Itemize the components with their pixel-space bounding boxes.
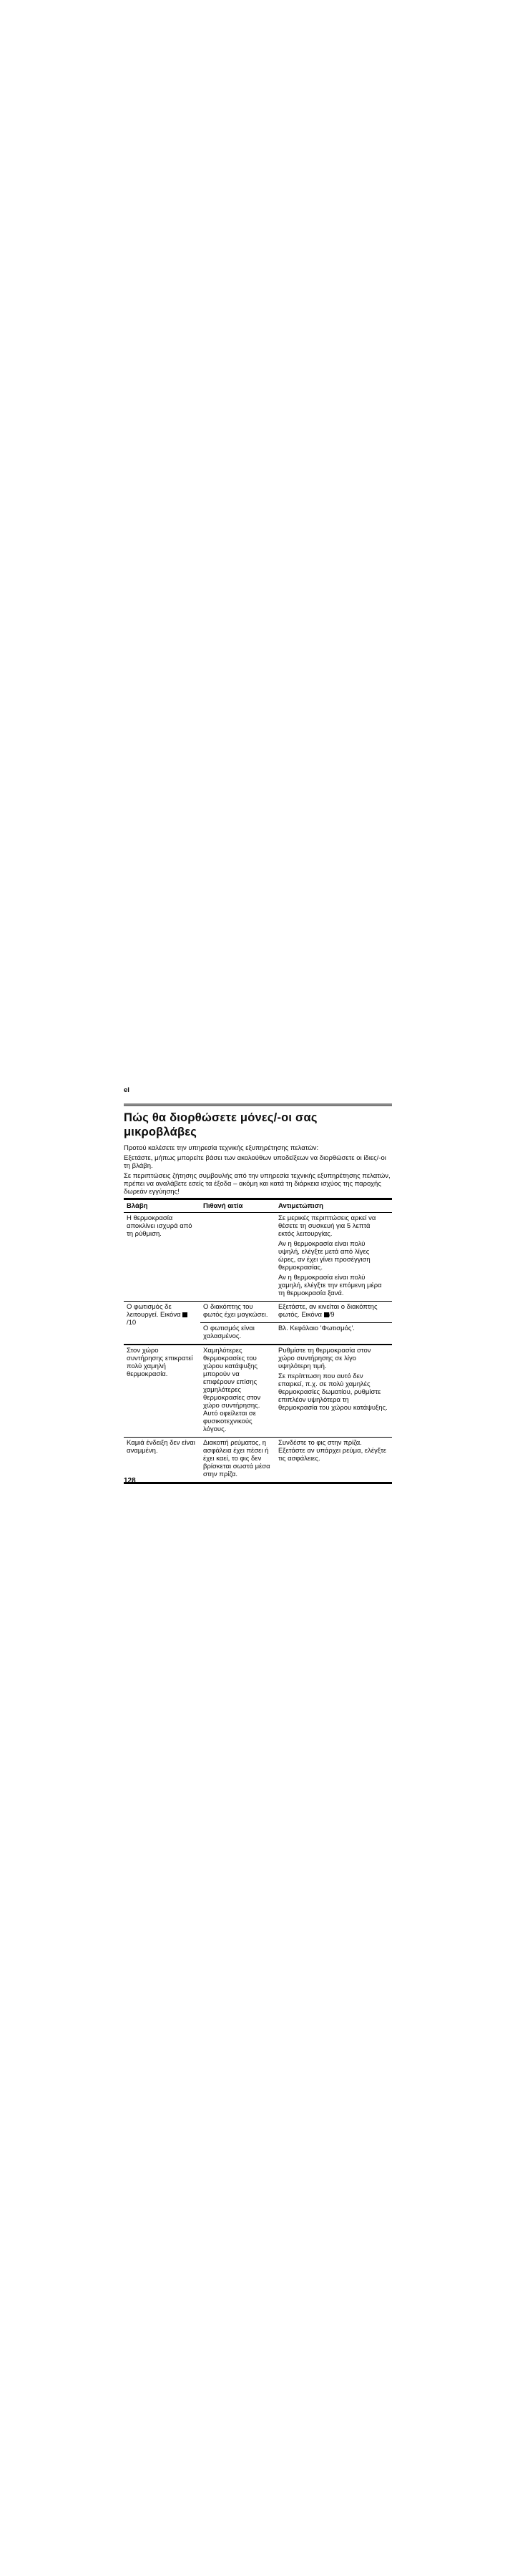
fault-cell (124, 1302, 200, 1344)
figure-ref-icon (324, 1312, 329, 1317)
page-number: 128 (124, 1477, 136, 1485)
fault-text: Ο φωτισμός δε λειτουργεί. Εικόνα (127, 1303, 183, 1319)
language-code: el (124, 1086, 129, 1094)
table-sub-row (200, 1302, 392, 1322)
page-title: Πώς θα διορθώσετε μόνες/-οι σας μικροβλάβες (124, 1111, 318, 1138)
cause-cell: Διακοπή ρεύματος, η ασφάλεια έχει πέσει ή έχει καεί, το φις δεν βρίσκεται σωστά μέσα στην πρίζα. (203, 1439, 270, 1478)
remedy-paragraph: Ρυθμίστε τη θερμοκρασία στον χώρο συντήρησης σε λίγο υψηλότερη τιμή. (278, 1347, 371, 1370)
sub-rows (200, 1302, 392, 1344)
remedy-paragraph: Σε περίπτωση που αυτό δεν επαρκεί, π.χ. σε πολύ χαμηλές θερμοκρασίες δωματίου, ρυθμίστε επιπλέον υψηλότερα τη θερμοκρασία του χώρου κατάψυξης. (278, 1372, 388, 1412)
cause-cell (200, 1213, 275, 1301)
intro-paragraph: Εξετάστε, μήπως μπορείτε βάσει των ακολούθων υποδείξεων να διορθώσετε οι ίδιες/-οι τη βλάβη. (124, 1154, 386, 1170)
remedy-figure-number: /9 (328, 1311, 335, 1319)
remedy-cell: Βλ. Κεφάλαιο 'Φωτισμός'. (278, 1324, 355, 1332)
remedy-cell (275, 1345, 392, 1437)
section-divider-bar (124, 1103, 392, 1106)
table-row (124, 1212, 392, 1301)
remedy-cell (275, 1302, 392, 1322)
fault-cell: Καμιά ένδειξη δεν είναι αναμμένη. (127, 1439, 195, 1455)
remedy-cell: Συνδέστε το φις στην πρίζα. Εξετάστε αν υπάρχει ρεύμα, ελέγξτε τις ασφάλειες. (278, 1439, 387, 1463)
remedy-paragraph: Αν η θερμοκρασία είναι πολύ υψηλή, ελέγξτε μετά από λίγες ώρες, αν έχει γίνει προσέγγιση θερμοκρασίας. (278, 1240, 371, 1272)
figure-ref-icon (182, 1312, 187, 1317)
table-row (124, 1437, 392, 1482)
fault-figure-number: /10 (127, 1319, 137, 1327)
troubleshooting-table (124, 1198, 392, 1484)
remedy-paragraph: Σε μερικές περιπτώσεις αρκεί να θέσετε τη συσκευή για 5 λεπτά εκτός λειτουργίας. (278, 1214, 376, 1238)
remedy-cell (275, 1213, 392, 1301)
table-header-fault: Βλάβη (127, 1202, 148, 1210)
remedy-paragraph: Αν η θερμοκρασία είναι πολύ χαμηλή, ελέγξτε την επόμενη μέρα τη θερμοκρασία ξανά. (278, 1274, 382, 1297)
intro-paragraph: Προτού καλέσετε την υπηρεσία τεχνικής εξυπηρέτησης πελατών: (124, 1144, 319, 1152)
table-sub-row (200, 1322, 392, 1344)
table-row (124, 1301, 392, 1344)
table-header-row (124, 1200, 392, 1212)
cause-cell: Ο φωτισμός είναι χαλασμένος. (203, 1324, 255, 1340)
remedy-text: Εξετάστε, αν κινείται ο διακόπτης φωτός. Εικόνα (278, 1303, 378, 1319)
intro-paragraph: Σε περιπτώσεις ζήτησης συμβουλής από την υπηρεσία τεχνικής εξυπηρέτησης πελατών, πρέπει να αναλάβετε εσείς τα έξοδα – ακόμη και κατά τη διάρκεια ισχύος της παροχής δωρεάν εγγύησης! (124, 1172, 391, 1196)
table-header-remedy: Αντιμετώπιση (278, 1202, 323, 1210)
cause-cell: Χαμηλότερες θερμοκρασίες του χώρου κατάψυξης μπορούν να επιφέρουν επίσης χαμηλότερες θερμοκρασίες στον χώρο συντήρησης. Αυτό οφείλεται σε φυσικοτεχνικούς λόγους. (203, 1347, 261, 1433)
fault-cell: Η θερμοκρασία αποκλίνει ισχυρά από τη ρύθμιση. (127, 1214, 192, 1238)
cause-cell: Ο διακόπτης του φωτός έχει μαγκώσει. (203, 1303, 268, 1319)
table-row (124, 1344, 392, 1437)
page-content (124, 1087, 392, 1484)
fault-cell: Στον χώρο συντήρησης επικρατεί πολύ χαμηλή θερμοκρασία. (127, 1347, 193, 1378)
table-header-cause: Πιθανή αιτία (203, 1202, 243, 1210)
